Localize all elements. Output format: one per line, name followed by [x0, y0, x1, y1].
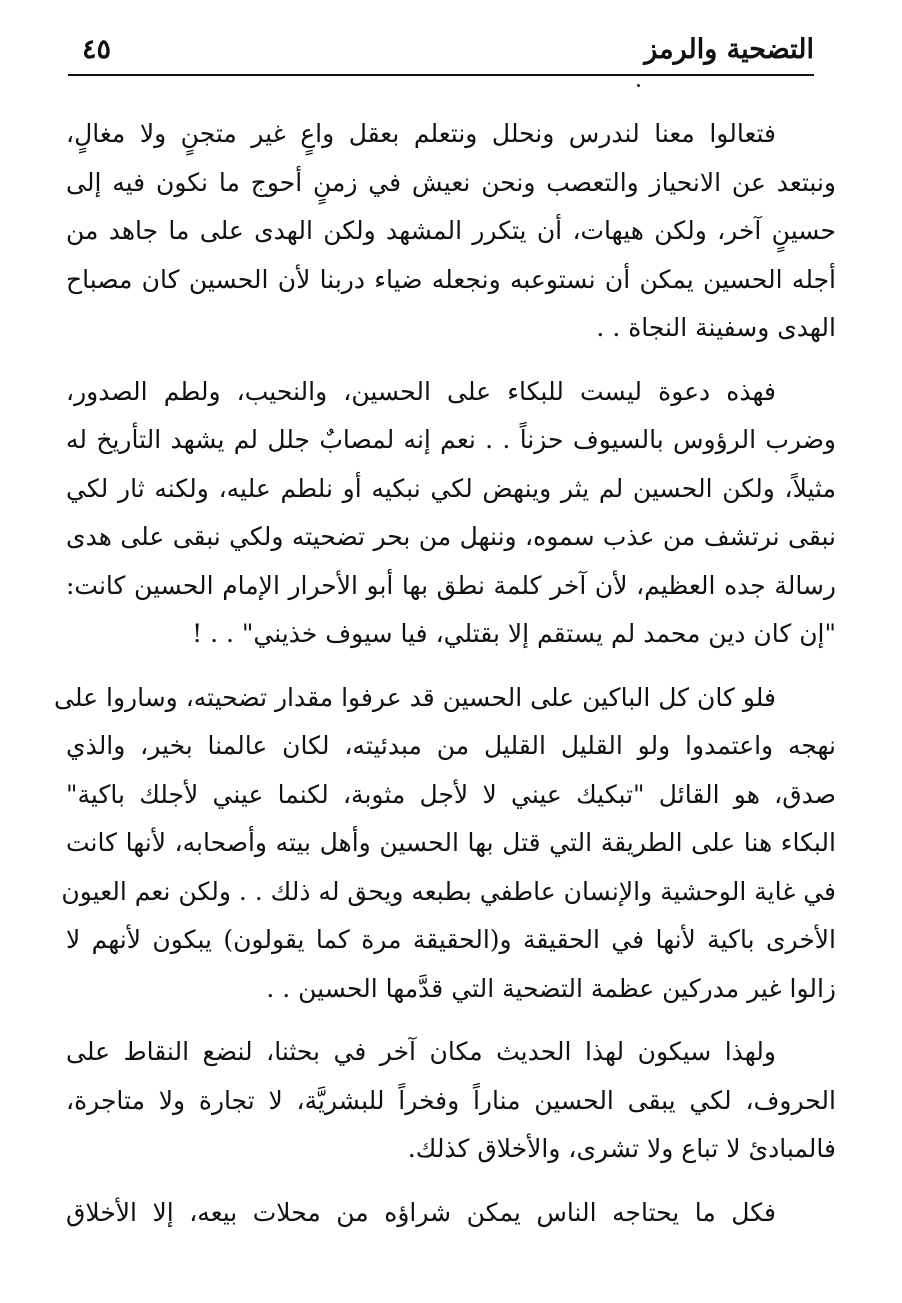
- text-line: زالوا غير مدركين عظمة التضحية التي قدَّمها الحسين . .: [266, 973, 836, 1003]
- text-line: فالمبادئ لا تباع ولا تشرى، والأخلاق كذلك.: [407, 1134, 836, 1163]
- paragraph-4: [66, 1028, 836, 1174]
- text-line: وضرب الرؤوس بالسيوف حزناً . . نعم إنه لمصابٌ جلل لم يشهد التأريخ له: [66, 425, 836, 454]
- text-line: فتعالوا معنا لندرس ونحلل ونتعلم بعقل واعٍ غير متجنٍ ولا مغالٍ،: [66, 119, 776, 148]
- text-line: مثيلاً، ولكن الحسين لم يثر وينهض لكي نبكيه أو نلطم عليه، ولكنه ثار لكي: [66, 473, 836, 503]
- text-line: الهدى وسفينة النجاة . .: [596, 313, 836, 342]
- text-line: فهذه دعوة ليست للبكاء على الحسين، والنحيب، ولطم الصدور،: [66, 376, 776, 406]
- text-line: فكل ما يحتاجه الناس يمكن شراؤه من محلات بيعه، إلا الأخلاق: [66, 1197, 776, 1227]
- paragraph-3: [54, 674, 836, 1014]
- text-line: أجله الحسين يمكن أن نستوعبه ونجعله ضياء دربنا لأن الحسين كان مصباح: [66, 264, 836, 294]
- stray-dot: [637, 84, 640, 87]
- running-title: التضحية والرمز: [644, 34, 814, 65]
- paragraph-5: [66, 1189, 836, 1238]
- text-line: الحروف، لكي يبقى الحسين مناراً وفخراً للبشريَّة، لا تجارة ولا متاجرة،: [66, 1085, 836, 1115]
- text-line: حسينٍ آخر، ولكن هيهات، أن يتكرر المشهد ولكن الهدى على ما جاهد من: [66, 216, 836, 245]
- text-line: نهجه واعتمدوا ولو القليل القليل من مبدئيته، لكان عالمنا بخير، والذي: [66, 731, 836, 760]
- text-line: البكاء هنا على الطريقة التي قتل بها الحسين وأهل بيته وأصحابه، لأنها كانت: [66, 828, 836, 857]
- page-number: ٤٥: [82, 34, 112, 65]
- text-line: رسالة جده العظيم، لأن آخر كلمة نطق بها أبو الأحرار الإمام الحسين كانت:: [66, 570, 836, 600]
- text-line: ولهذا سيكون لهذا الحديث مكان آخر في بحثنا، لنضع النقاط على: [66, 1037, 776, 1066]
- text-line: فلو كان كل الباكين على الحسين قد عرفوا مقدار تضحيته، وساروا على: [54, 682, 776, 712]
- text-line: نبقى نرتشف من عذب سموه، وننهل من بحر تضحيته ولكي نبقى على هدى: [66, 522, 836, 551]
- body-text: [54, 110, 836, 1252]
- text-line: ونبتعد عن الانحياز والتعصب ونحن نعيش في زمنٍ أحوج ما نكون فيه إلى: [66, 167, 836, 197]
- text-line: "إن كان دين محمد لم يستقم إلا بقتلي، فيا سيوف خذيني" . . !: [192, 619, 836, 648]
- text-line: صدق، هو القائل "تبكيك عيني لا لأجل مثوبة، لكنما عيني لأجلك باكية": [66, 779, 836, 809]
- text-line: الأخرى باكية لأنها في الحقيقة و(الحقيقة مرة كما يقولون) يبكون لأنهم لا: [66, 925, 836, 954]
- paragraph-1: [66, 110, 836, 353]
- text-line: في غاية الوحشية والإنسان عاطفي بطبعه ويحق له ذلك . . ولكن نعم العيون: [61, 876, 836, 906]
- header-rule: [68, 74, 814, 76]
- paragraph-2: [66, 368, 836, 659]
- running-header: [68, 30, 814, 74]
